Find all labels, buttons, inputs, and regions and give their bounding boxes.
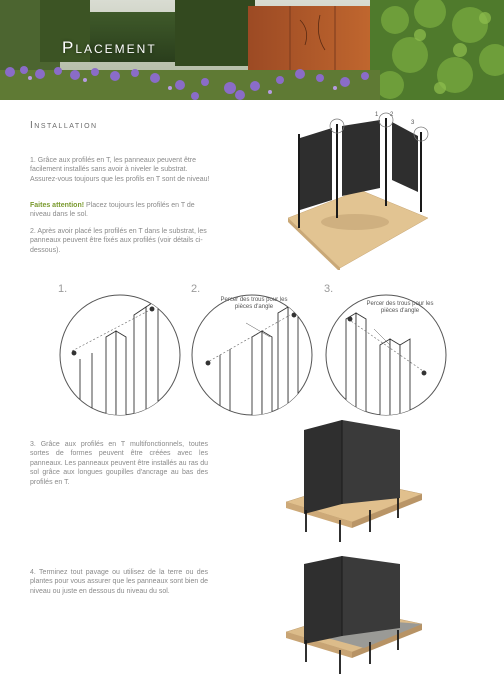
hero-banner — [0, 0, 504, 100]
t-profile-install-illustration — [280, 110, 430, 270]
section-title: Installation — [30, 120, 98, 131]
detail-1-number: 1. — [58, 283, 68, 295]
warning-label: Faites attention! — [30, 202, 85, 209]
corner-panel-illustration — [284, 418, 428, 544]
detail-3-number: 3. — [324, 283, 334, 295]
step-2-text: 2. Après avoir placé les profilés en T dans le substrat, les panneaux peuvent être fixés aux profilés (voir détails ci-dessous). — [30, 228, 207, 254]
page-title: Placement — [62, 38, 157, 57]
warning-text — [30, 201, 214, 220]
finished-paving-illustration — [284, 554, 428, 680]
step-1-text: 1. Grâce aux profilés en T, les panneaux peuvent être facilement installés sans avoir à niveler le substrat. Assurez-vous toujours que les profils en T sont de niveau! — [30, 157, 210, 183]
detail-3-label: Percer des trous pour les pièces d'angle — [366, 301, 434, 315]
callout-2: 2 — [390, 112, 394, 118]
step-3-text: 3. Grâce aux profilés en T multifonctionnels, toutes sortes de formes peuvent être créées avec les panneaux. Les panneaux peuvent être installés au ras du sol grâce aux longues goupilles d'ancrage au bas des profilés en T. — [30, 441, 208, 486]
detail-1-illustration — [58, 293, 182, 417]
callout-1: 1 — [375, 112, 379, 118]
callout-3: 3 — [411, 120, 415, 126]
detail-2-number: 2. — [191, 283, 201, 295]
step-4-text: 4. Terminez tout pavage ou utilisez de la terre ou des plantes pour vous assurer que les panneaux sont bien de niveau ou juste en dessous du niveau du sol. — [30, 569, 208, 595]
detail-2-label: Percer des trous pour les pièces d'angle — [220, 297, 288, 311]
warning-body: Placez toujours les profilés en T de niveau dans le sol. — [30, 202, 195, 219]
